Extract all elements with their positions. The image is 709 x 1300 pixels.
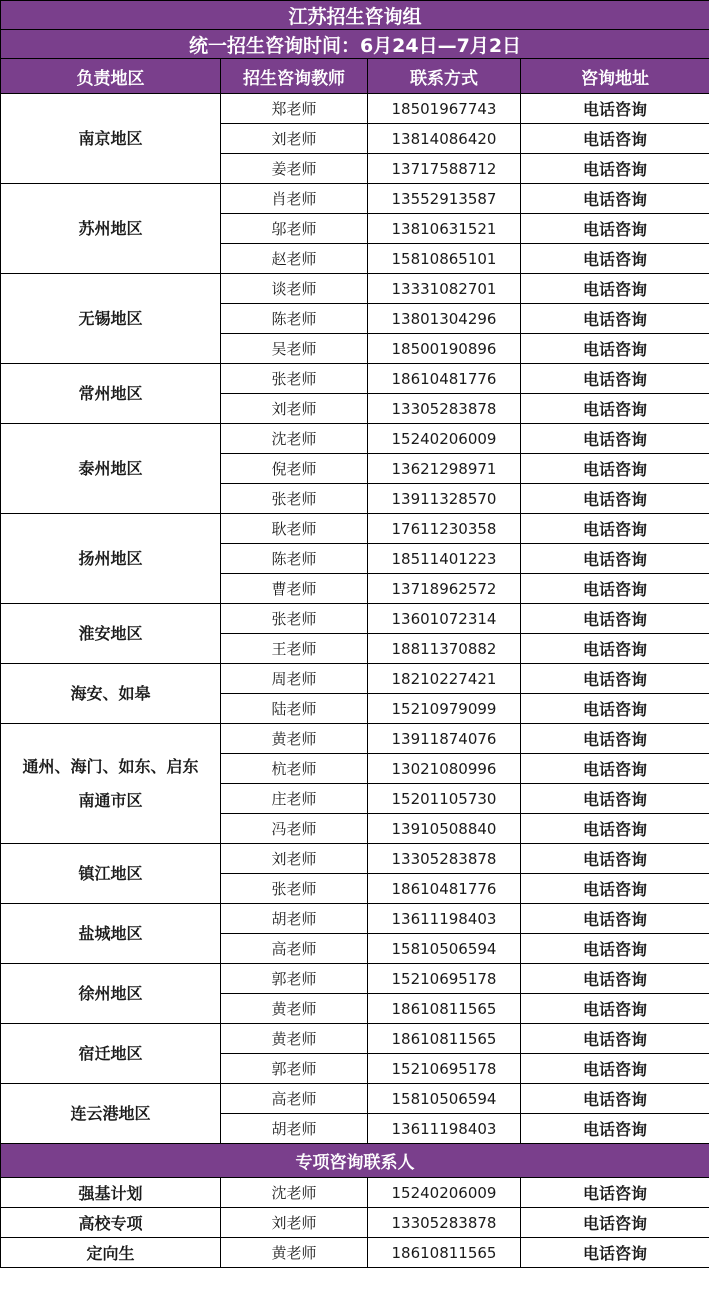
region-name (1, 1024, 221, 1084)
teacher-name: 胡老师 (221, 904, 368, 934)
table-row (1, 664, 709, 694)
consult-method: 电话咨询 (521, 994, 709, 1024)
phone-number: 15810865101 (368, 244, 521, 274)
special-section-title: 专项咨询联系人 (1, 1144, 709, 1178)
region-name-line: 镇江地区 (78, 863, 143, 883)
special-category: 强基计划 (1, 1178, 221, 1208)
consult-method: 电话咨询 (521, 544, 709, 574)
region-name-line: 苏州地区 (78, 218, 143, 238)
consult-method: 电话咨询 (521, 334, 709, 364)
region-name-line: 连云港地区 (70, 1103, 151, 1123)
region-name (1, 94, 221, 184)
consult-method: 电话咨询 (521, 754, 709, 784)
teacher-name: 刘老师 (221, 1208, 368, 1238)
phone-number: 13911874076 (368, 724, 521, 754)
region-name-line: 盐城地区 (78, 923, 143, 943)
region-name (1, 844, 221, 904)
teacher-name: 赵老师 (221, 244, 368, 274)
consult-method: 电话咨询 (521, 94, 709, 124)
phone-number: 18500190896 (368, 334, 521, 364)
table-row (1, 94, 709, 124)
phone-number: 15210979099 (368, 694, 521, 724)
teacher-name: 谈老师 (221, 274, 368, 304)
consult-method: 电话咨询 (521, 964, 709, 994)
phone-number: 18610811565 (368, 994, 521, 1024)
consult-method: 电话咨询 (521, 514, 709, 544)
teacher-name: 郭老师 (221, 1054, 368, 1084)
consult-method: 电话咨询 (521, 1178, 709, 1208)
consult-method: 电话咨询 (521, 814, 709, 844)
consult-method: 电话咨询 (521, 1054, 709, 1084)
consult-method: 电话咨询 (521, 394, 709, 424)
consult-method: 电话咨询 (521, 874, 709, 904)
region-name (1, 664, 221, 724)
phone-number: 17611230358 (368, 514, 521, 544)
region-rows (1, 94, 709, 1144)
region-name-line: 徐州地区 (78, 983, 143, 1003)
consult-method: 电话咨询 (521, 364, 709, 394)
special-category: 定向生 (1, 1238, 221, 1268)
consult-method: 电话咨询 (521, 244, 709, 274)
teacher-name: 周老师 (221, 664, 368, 694)
consult-method: 电话咨询 (521, 424, 709, 454)
consult-method: 电话咨询 (521, 184, 709, 214)
region-name-line: 海安、如皋 (70, 683, 151, 703)
region-name (1, 274, 221, 364)
phone-number: 18501967743 (368, 94, 521, 124)
teacher-name: 肖老师 (221, 184, 368, 214)
consult-method: 电话咨询 (521, 274, 709, 304)
phone-number: 18210227421 (368, 664, 521, 694)
consult-method: 电话咨询 (521, 454, 709, 484)
consult-method: 电话咨询 (521, 664, 709, 694)
consult-method: 电话咨询 (521, 124, 709, 154)
phone-number: 15210695178 (368, 964, 521, 994)
special-rows (1, 1144, 709, 1268)
phone-number: 18610481776 (368, 364, 521, 394)
region-name (1, 184, 221, 274)
teacher-name: 黄老师 (221, 1024, 368, 1054)
teacher-name: 张老师 (221, 484, 368, 514)
consult-method: 电话咨询 (521, 1114, 709, 1144)
teacher-name: 高老师 (221, 934, 368, 964)
phone-number: 13305283878 (368, 844, 521, 874)
phone-number: 13552913587 (368, 184, 521, 214)
column-header-address: 咨询地址 (521, 59, 709, 94)
consult-method: 电话咨询 (521, 604, 709, 634)
consult-method: 电话咨询 (521, 1208, 709, 1238)
teacher-name: 曹老师 (221, 574, 368, 604)
teacher-name: 刘老师 (221, 124, 368, 154)
consult-method: 电话咨询 (521, 154, 709, 184)
consult-method: 电话咨询 (521, 904, 709, 934)
table-row (1, 604, 709, 634)
table-row (1, 514, 709, 544)
table-row (1, 904, 709, 934)
consult-method: 电话咨询 (521, 484, 709, 514)
consult-method: 电话咨询 (521, 304, 709, 334)
table-row (1, 364, 709, 394)
region-name (1, 424, 221, 514)
phone-number: 18511401223 (368, 544, 521, 574)
table-row (1, 1178, 709, 1208)
consult-method: 电话咨询 (521, 694, 709, 724)
region-name-line: 常州地区 (78, 383, 143, 403)
region-name-line: 南通市区 (78, 790, 143, 810)
teacher-name: 张老师 (221, 874, 368, 904)
phone-number: 13305283878 (368, 394, 521, 424)
phone-number: 13611198403 (368, 904, 521, 934)
phone-number: 15810506594 (368, 934, 521, 964)
region-name-line: 泰州地区 (78, 458, 143, 478)
region-name-line: 南京地区 (78, 128, 143, 148)
teacher-name: 刘老师 (221, 844, 368, 874)
teacher-name: 胡老师 (221, 1114, 368, 1144)
region-name (1, 514, 221, 604)
teacher-name: 耿老师 (221, 514, 368, 544)
teacher-name: 庄老师 (221, 784, 368, 814)
region-name (1, 364, 221, 424)
table-row (1, 1208, 709, 1238)
phone-number: 18610811565 (368, 1238, 521, 1268)
table-row (1, 1084, 709, 1114)
teacher-name: 黄老师 (221, 724, 368, 754)
phone-number: 13718962572 (368, 574, 521, 604)
phone-number: 13814086420 (368, 124, 521, 154)
region-name-line: 宿迁地区 (78, 1043, 143, 1063)
phone-number: 18610811565 (368, 1024, 521, 1054)
phone-number: 13021080996 (368, 754, 521, 784)
phone-number: 13910508840 (368, 814, 521, 844)
region-name-line: 扬州地区 (78, 548, 143, 568)
table-row (1, 1024, 709, 1054)
teacher-name: 张老师 (221, 604, 368, 634)
consult-method: 电话咨询 (521, 1084, 709, 1114)
teacher-name: 高老师 (221, 1084, 368, 1114)
region-name (1, 964, 221, 1024)
phone-number: 15810506594 (368, 1084, 521, 1114)
teacher-name: 黄老师 (221, 994, 368, 1024)
consult-method: 电话咨询 (521, 634, 709, 664)
teacher-name: 郑老师 (221, 94, 368, 124)
phone-number: 13717588712 (368, 154, 521, 184)
phone-number: 13601072314 (368, 604, 521, 634)
teacher-name: 黄老师 (221, 1238, 368, 1268)
teacher-name: 陈老师 (221, 544, 368, 574)
region-name (1, 604, 221, 664)
special-category: 高校专项 (1, 1208, 221, 1238)
phone-number: 13621298971 (368, 454, 521, 484)
teacher-name: 陈老师 (221, 304, 368, 334)
teacher-name: 陆老师 (221, 694, 368, 724)
phone-number: 15240206009 (368, 1178, 521, 1208)
region-name (1, 904, 221, 964)
column-header-contact: 联系方式 (368, 59, 521, 94)
phone-number: 13810631521 (368, 214, 521, 244)
phone-number: 13611198403 (368, 1114, 521, 1144)
consult-method: 电话咨询 (521, 1238, 709, 1268)
teacher-name: 张老师 (221, 364, 368, 394)
phone-number: 13801304296 (368, 304, 521, 334)
consult-method: 电话咨询 (521, 724, 709, 754)
phone-number: 18610481776 (368, 874, 521, 904)
region-name (1, 1084, 221, 1144)
phone-number: 13911328570 (368, 484, 521, 514)
region-name-line: 淮安地区 (78, 623, 143, 643)
region-name (1, 724, 221, 844)
column-header-teacher: 招生咨询教师 (221, 59, 368, 94)
teacher-name: 姜老师 (221, 154, 368, 184)
teacher-name: 沈老师 (221, 424, 368, 454)
table-row (1, 724, 709, 754)
phone-number: 15201105730 (368, 784, 521, 814)
table-row (1, 274, 709, 304)
consult-method: 电话咨询 (521, 844, 709, 874)
consult-method: 电话咨询 (521, 214, 709, 244)
consult-method: 电话咨询 (521, 1024, 709, 1054)
table-row (1, 964, 709, 994)
column-header-region: 负责地区 (1, 59, 221, 94)
teacher-name: 刘老师 (221, 394, 368, 424)
consultation-time-subtitle: 统一招生咨询时间：6月24日—7月2日 (1, 30, 709, 59)
table-row (1, 1238, 709, 1268)
teacher-name: 邬老师 (221, 214, 368, 244)
teacher-name: 倪老师 (221, 454, 368, 484)
consult-method: 电话咨询 (521, 574, 709, 604)
region-name-line: 通州、海门、如东、启东 (22, 756, 199, 776)
phone-number: 13305283878 (368, 1208, 521, 1238)
teacher-name: 郭老师 (221, 964, 368, 994)
table-row (1, 424, 709, 454)
phone-number: 13331082701 (368, 274, 521, 304)
teacher-name: 王老师 (221, 634, 368, 664)
phone-number: 15240206009 (368, 424, 521, 454)
page-title: 江苏招生咨询组 (1, 1, 709, 30)
table-row (1, 844, 709, 874)
phone-number: 15210695178 (368, 1054, 521, 1084)
teacher-name: 沈老师 (221, 1178, 368, 1208)
table-row (1, 184, 709, 214)
teacher-name: 冯老师 (221, 814, 368, 844)
consult-method: 电话咨询 (521, 784, 709, 814)
phone-number: 18811370882 (368, 634, 521, 664)
teacher-name: 吴老师 (221, 334, 368, 364)
region-name-line: 无锡地区 (78, 308, 143, 328)
teacher-name: 杭老师 (221, 754, 368, 784)
consult-method: 电话咨询 (521, 934, 709, 964)
